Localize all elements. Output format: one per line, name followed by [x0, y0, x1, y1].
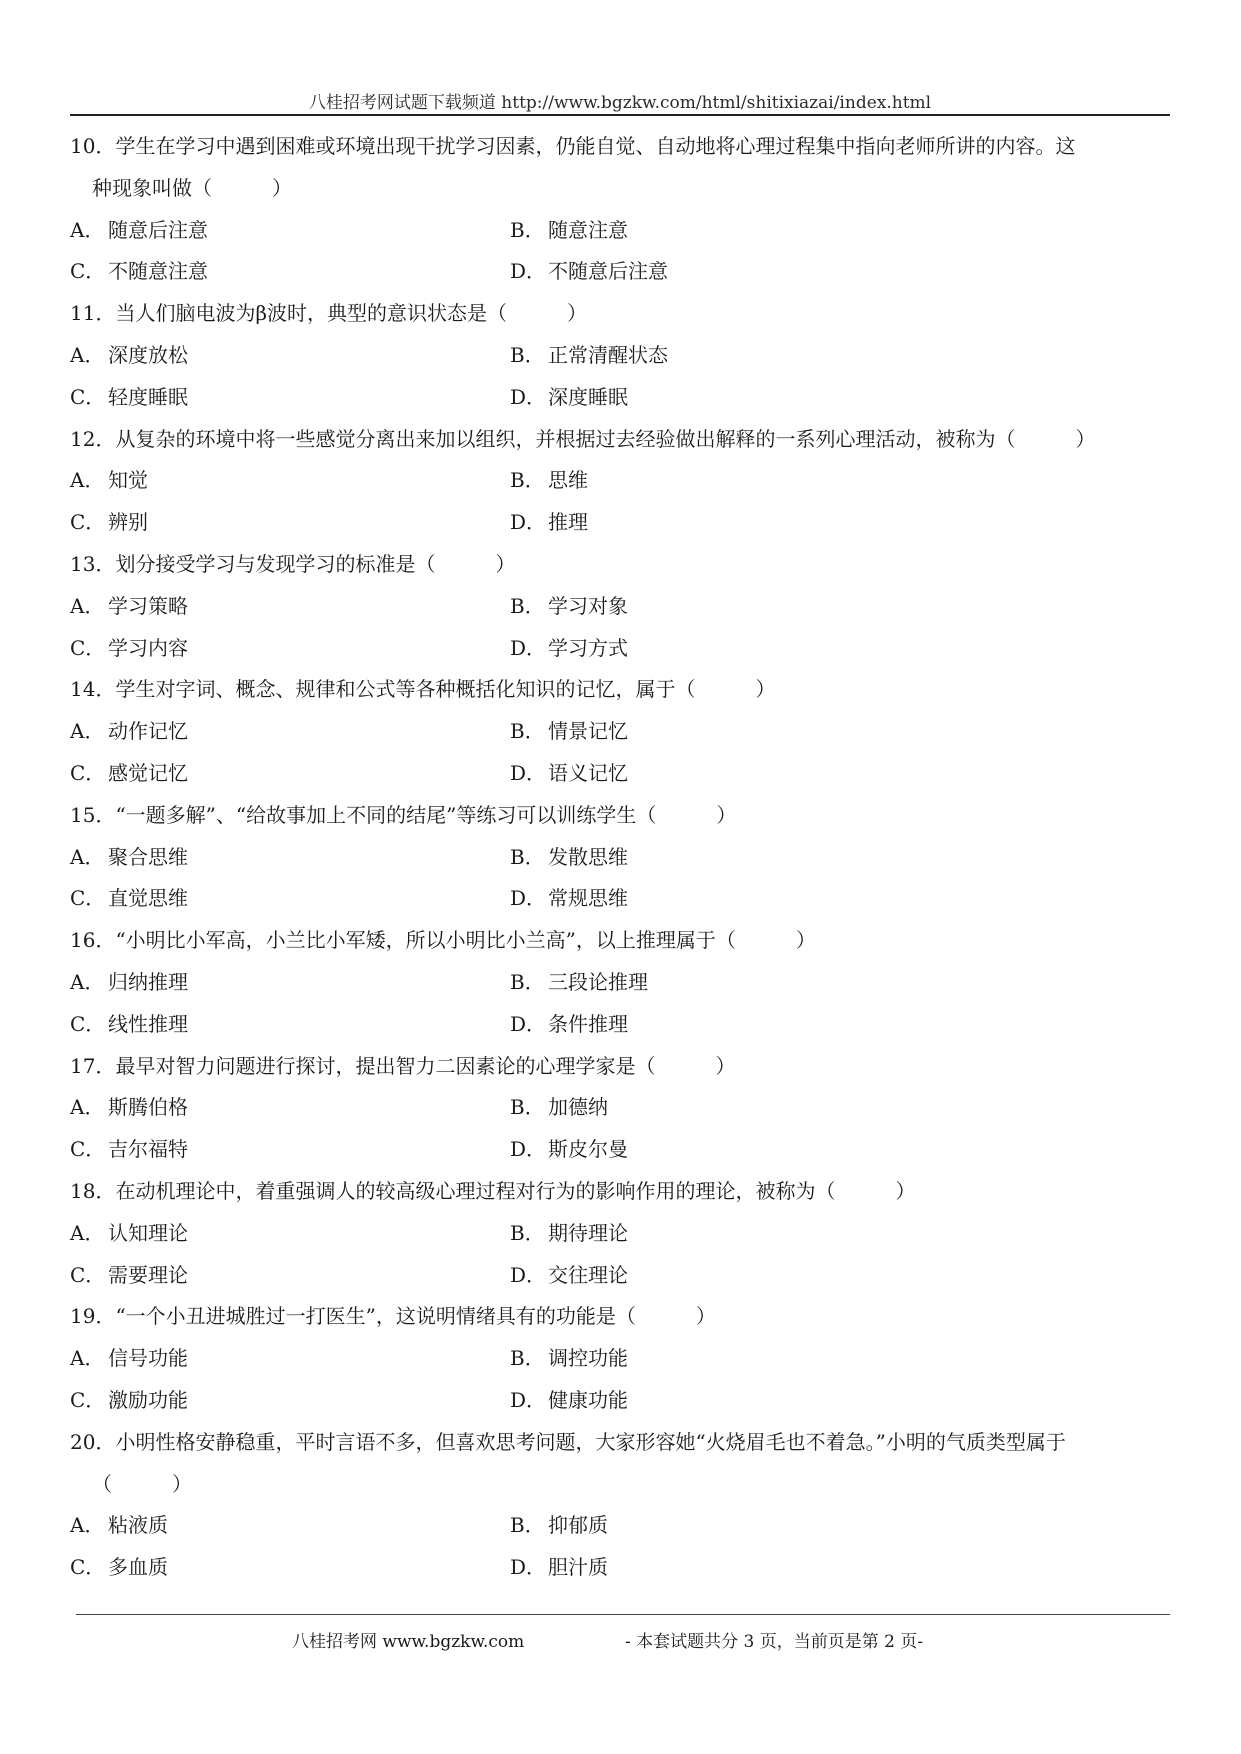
- option-text: 随意后注意: [108, 217, 208, 242]
- option-text: 推理: [548, 510, 588, 535]
- option-key: D．: [510, 886, 547, 911]
- answer-option: [70, 460, 510, 502]
- option-key: B．: [510, 1513, 545, 1538]
- question-item: [70, 126, 1180, 293]
- question-item: [70, 920, 1180, 1045]
- option-text: 胆汁质: [548, 1555, 608, 1580]
- option-text: 交往理论: [548, 1262, 628, 1287]
- question-stem: 20．小明性格安静稳重，平时言语不多，但喜欢思考问题，大家形容她“火烧眉毛也不着急。”小明的气质类型属于: [70, 1429, 1066, 1454]
- question-stem: 16．“小明比小军高，小兰比小军矮，所以小明比小兰高”，以上推理属于（ ）: [70, 928, 816, 953]
- answer-option: [70, 962, 510, 1004]
- option-group: [70, 1213, 1180, 1297]
- option-text: 期待理论: [548, 1220, 628, 1245]
- option-text: 知觉: [108, 468, 148, 493]
- option-key: A．: [70, 468, 105, 493]
- option-key: A．: [70, 217, 105, 242]
- option-text: 思维: [548, 468, 588, 493]
- answer-option: [70, 210, 510, 252]
- option-key: C．: [70, 1137, 106, 1162]
- option-key: C．: [70, 886, 106, 911]
- answer-option: [510, 711, 950, 753]
- answer-option: [70, 1255, 510, 1297]
- answer-option: [510, 1380, 950, 1422]
- answer-option: [70, 628, 510, 670]
- option-text: 粘液质: [108, 1513, 168, 1538]
- option-key: C．: [70, 1387, 106, 1412]
- answer-option: [510, 1213, 950, 1255]
- option-text: 归纳推理: [108, 969, 188, 994]
- question-item: [70, 293, 1180, 418]
- option-text: 直觉思维: [108, 886, 188, 911]
- answer-option: [510, 628, 950, 670]
- question-stem-continued: （ ）: [92, 1471, 192, 1496]
- question-item: [70, 544, 1180, 669]
- option-text: 线性推理: [108, 1011, 188, 1036]
- answer-option: [70, 1087, 510, 1129]
- option-text: 常规思维: [548, 886, 628, 911]
- option-key: D．: [510, 259, 547, 284]
- page-header: 八桂招考网试题下载频道 http://www.bgzkw.com/html/shitixiazai/index.html: [308, 93, 932, 113]
- option-text: 学习策略: [108, 593, 188, 618]
- option-group: [70, 962, 1180, 1046]
- option-text: 正常清醒状态: [548, 342, 668, 367]
- option-text: 信号功能: [108, 1346, 188, 1371]
- option-group: [70, 460, 1180, 544]
- answer-option: [70, 502, 510, 544]
- option-text: 健康功能: [548, 1387, 628, 1412]
- option-text: 需要理论: [108, 1262, 188, 1287]
- option-key: D．: [510, 760, 547, 785]
- option-key: A．: [70, 593, 105, 618]
- option-group: [70, 837, 1180, 921]
- answer-option: [70, 1505, 510, 1547]
- option-group: [70, 586, 1180, 670]
- option-text: 抑郁质: [548, 1513, 608, 1538]
- option-key: D．: [510, 1137, 547, 1162]
- option-text: 三段论推理: [548, 969, 648, 994]
- option-text: 多血质: [108, 1555, 168, 1580]
- answer-option: [510, 335, 950, 377]
- option-text: 动作记忆: [108, 719, 188, 744]
- option-key: D．: [510, 1262, 547, 1287]
- option-key: D．: [510, 384, 547, 409]
- question-stem: 11．当人们脑电波为β波时，典型的意识状态是（ ）: [70, 301, 588, 326]
- question-item: [70, 1171, 1180, 1296]
- option-key: B．: [510, 969, 545, 994]
- answer-option: [510, 460, 950, 502]
- answer-option: [70, 586, 510, 628]
- option-text: 不随意注意: [108, 259, 208, 284]
- answer-option: [510, 586, 950, 628]
- question-item: [70, 1422, 1180, 1589]
- option-text: 学习对象: [548, 593, 628, 618]
- option-key: A．: [70, 1095, 105, 1120]
- answer-option: [510, 962, 950, 1004]
- option-text: 加德纳: [548, 1095, 608, 1120]
- option-key: B．: [510, 593, 545, 618]
- option-key: B．: [510, 468, 545, 493]
- option-key: B．: [510, 1095, 545, 1120]
- answer-option: [510, 1129, 950, 1171]
- option-text: 辨别: [108, 510, 148, 535]
- option-key: A．: [70, 844, 105, 869]
- option-text: 语义记忆: [548, 760, 628, 785]
- answer-option: [510, 1004, 950, 1046]
- option-key: C．: [70, 1555, 106, 1580]
- question-stem: 14．学生对字词、概念、规律和公式等各种概括化知识的记忆，属于（ ）: [70, 677, 776, 702]
- option-group: [70, 335, 1180, 419]
- question-item: [70, 1046, 1180, 1171]
- question-item: [70, 795, 1180, 920]
- option-text: 学习方式: [548, 635, 628, 660]
- footer-site: 八桂招考网 www.bgzkw.com: [292, 1632, 525, 1652]
- answer-option: [510, 1087, 950, 1129]
- option-text: 调控功能: [548, 1346, 628, 1371]
- option-text: 不随意后注意: [548, 259, 668, 284]
- answer-option: [70, 837, 510, 879]
- question-stem: 12．从复杂的环境中将一些感觉分离出来加以组织，并根据过去经验做出解释的一系列心理活动，被称为（ ）: [70, 426, 1096, 451]
- answer-option: [510, 1547, 950, 1589]
- answer-option: [70, 753, 510, 795]
- question-stem-continued: 种现象叫做（ ）: [92, 175, 292, 200]
- option-key: A．: [70, 1220, 105, 1245]
- option-text: 认知理论: [108, 1220, 188, 1245]
- answer-option: [70, 1004, 510, 1046]
- option-key: A．: [70, 719, 105, 744]
- option-key: C．: [70, 384, 106, 409]
- option-text: 深度睡眠: [548, 384, 628, 409]
- question-stem: 10．学生在学习中遇到困难或环境出现干扰学习因素，仍能自觉、自动地将心理过程集中指向老师所讲的内容。这: [70, 134, 1076, 158]
- option-group: [70, 210, 1180, 294]
- option-key: A．: [70, 969, 105, 994]
- option-key: B．: [510, 342, 545, 367]
- answer-option: [70, 1129, 510, 1171]
- question-stem: 13．划分接受学习与发现学习的标准是（ ）: [70, 551, 516, 576]
- footer-divider: [76, 1614, 1170, 1615]
- answer-option: [70, 335, 510, 377]
- header-divider: [70, 114, 1170, 116]
- question-item: [70, 1296, 1180, 1421]
- option-group: [70, 1087, 1180, 1171]
- option-text: 激励功能: [108, 1387, 188, 1412]
- option-text: 斯腾伯格: [108, 1095, 188, 1120]
- answer-option: [510, 837, 950, 879]
- option-key: B．: [510, 844, 545, 869]
- answer-option: [510, 1255, 950, 1297]
- option-key: C．: [70, 1262, 106, 1287]
- question-stem: 18．在动机理论中，着重强调人的较高级心理过程对行为的影响作用的理论，被称为（ ）: [70, 1178, 916, 1203]
- question-item: [70, 419, 1180, 544]
- option-key: D．: [510, 510, 547, 535]
- option-text: 条件推理: [548, 1011, 628, 1036]
- option-key: C．: [70, 510, 106, 535]
- answer-option: [510, 1338, 950, 1380]
- option-group: [70, 1338, 1180, 1422]
- question-stem: 19．“一个小丑进城胜过一打医生”，这说明情绪具有的功能是（ ）: [70, 1304, 716, 1329]
- option-group: [70, 1505, 1180, 1589]
- option-key: D．: [510, 1011, 547, 1036]
- option-text: 轻度睡眠: [108, 384, 188, 409]
- option-text: 随意注意: [548, 217, 628, 242]
- answer-option: [70, 711, 510, 753]
- option-key: A．: [70, 1346, 105, 1371]
- option-text: 吉尔福特: [108, 1137, 188, 1162]
- option-group: [70, 711, 1180, 795]
- question-stem: 15．“一题多解”、“给故事加上不同的结尾”等练习可以训练学生（ ）: [70, 802, 737, 827]
- option-key: B．: [510, 1346, 545, 1371]
- option-text: 情景记忆: [548, 719, 628, 744]
- footer-page-info: - 本套试题共分 3 页，当前页是第 2 页-: [625, 1632, 924, 1652]
- answer-option: [70, 251, 510, 293]
- answer-option: [510, 210, 950, 252]
- option-key: C．: [70, 760, 106, 785]
- answer-option: [70, 1338, 510, 1380]
- question-stem: 17．最早对智力问题进行探讨，提出智力二因素论的心理学家是（ ）: [70, 1053, 736, 1078]
- answer-option: [70, 377, 510, 419]
- option-text: 聚合思维: [108, 844, 188, 869]
- option-text: 斯皮尔曼: [548, 1137, 628, 1162]
- answer-option: [510, 753, 950, 795]
- option-key: C．: [70, 635, 106, 660]
- option-text: 学习内容: [108, 635, 188, 660]
- option-key: C．: [70, 259, 106, 284]
- option-key: A．: [70, 342, 105, 367]
- option-key: A．: [70, 1513, 105, 1538]
- option-text: 深度放松: [108, 342, 188, 367]
- answer-option: [510, 878, 950, 920]
- answer-option: [70, 1213, 510, 1255]
- answer-option: [70, 1380, 510, 1422]
- option-key: B．: [510, 217, 545, 242]
- answer-option: [510, 251, 950, 293]
- option-key: D．: [510, 635, 547, 660]
- option-key: B．: [510, 1220, 545, 1245]
- answer-option: [70, 878, 510, 920]
- question-item: [70, 669, 1180, 794]
- answer-option: [70, 1547, 510, 1589]
- option-key: B．: [510, 719, 545, 744]
- question-list: [70, 126, 1180, 1589]
- option-key: D．: [510, 1555, 547, 1580]
- answer-option: [510, 502, 950, 544]
- option-key: C．: [70, 1011, 106, 1036]
- option-key: D．: [510, 1387, 547, 1412]
- option-text: 感觉记忆: [108, 760, 188, 785]
- option-text: 发散思维: [548, 844, 628, 869]
- answer-option: [510, 1505, 950, 1547]
- answer-option: [510, 377, 950, 419]
